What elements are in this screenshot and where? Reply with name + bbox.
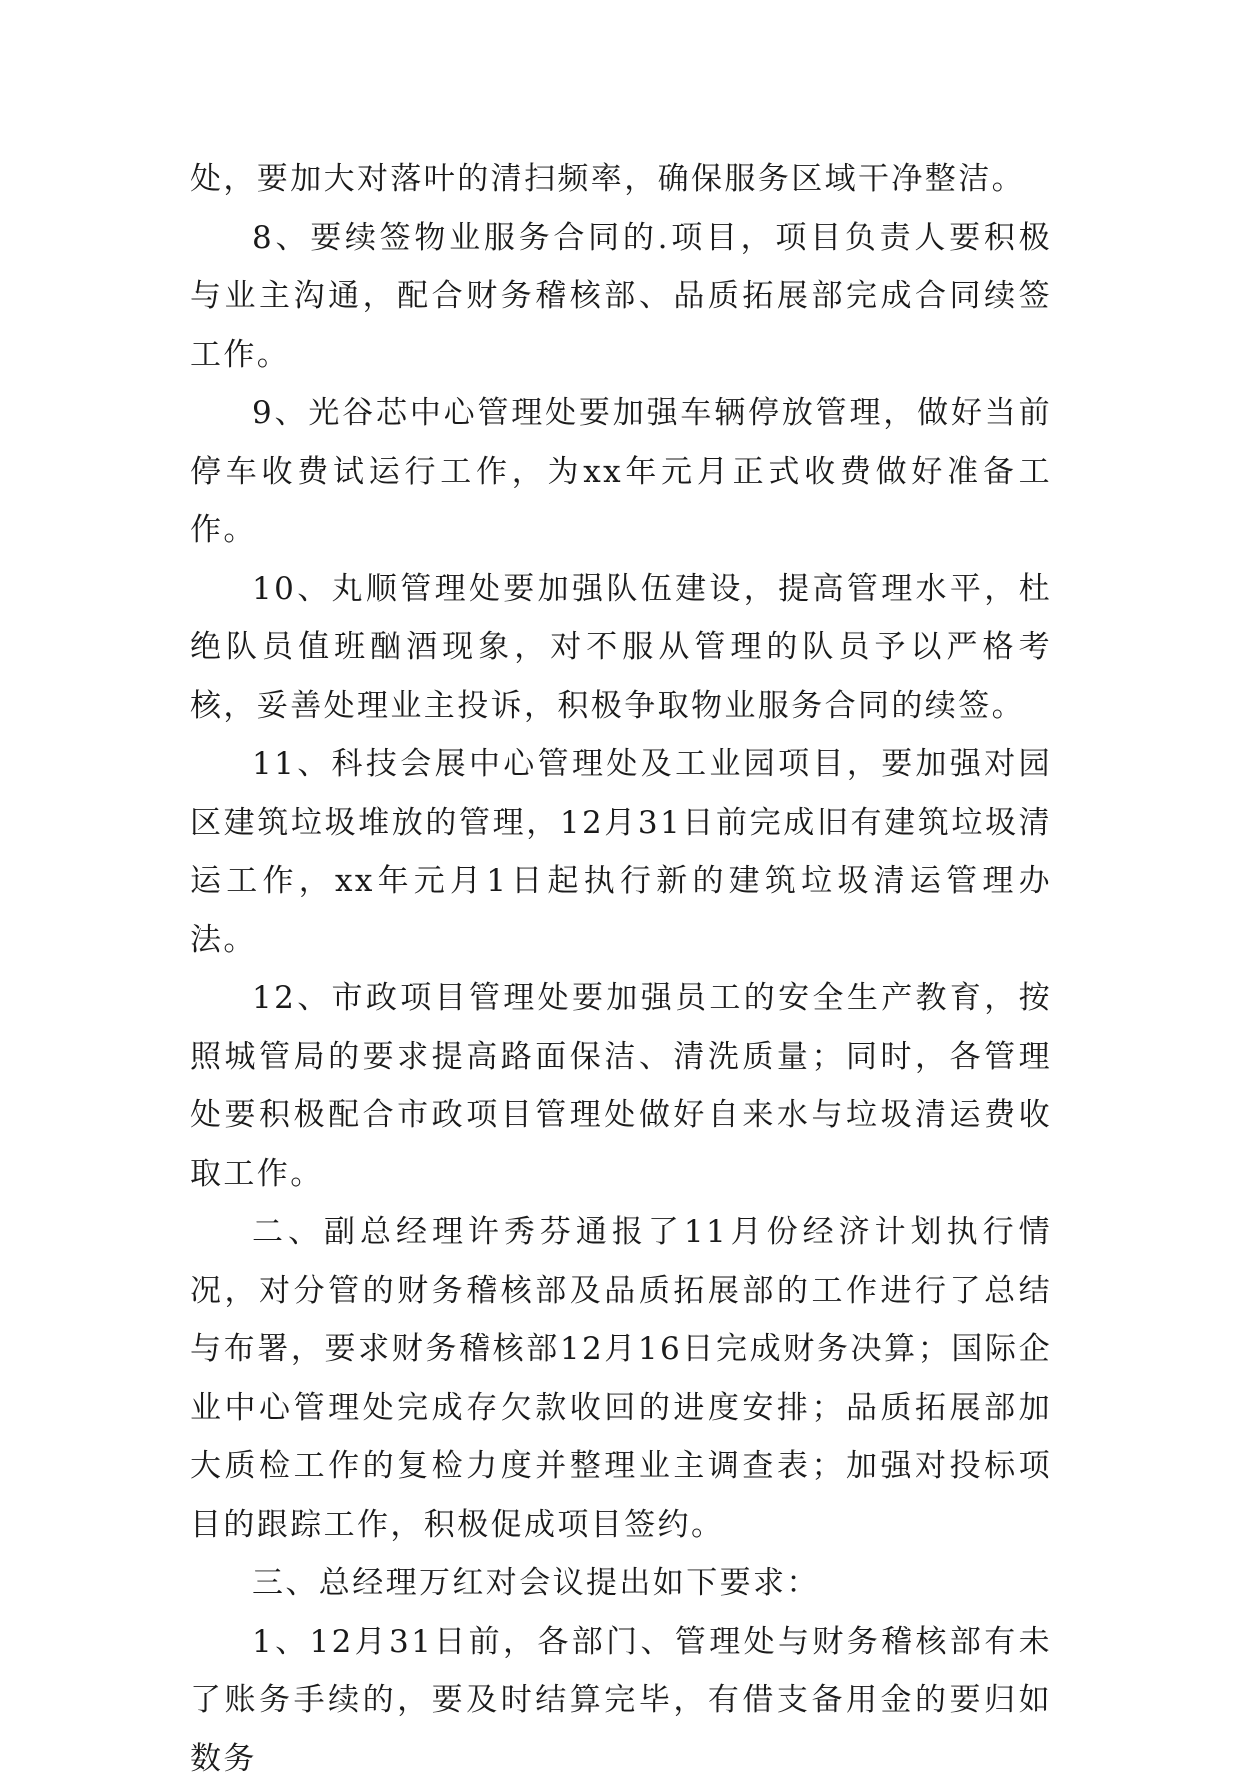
paragraph-section-2: 二、副总经理许秀芬通报了11月份经济计划执行情况，对分管的财务稽核部及品质拓展部的工作进行了总结与布署，要求财务稽核部12月16日完成财务决算；国际企业中心管理处完成存欠款收回的进度安排；品质拓展部加大质检工作的复检力度并整理业主调查表；加强对投标项目的跟踪工作，积极促成项目签约。: [190, 1203, 1052, 1554]
document-body: [190, 150, 1052, 1788]
paragraph-section-3: 三、总经理万红对会议提出如下要求：: [190, 1554, 1052, 1613]
paragraph-item-8: 8、要续签物业服务合同的.项目，项目负责人要积极与业主沟通，配合财务稽核部、品质拓展部完成合同续签工作。: [190, 209, 1052, 385]
paragraph-continuation: 处，要加大对落叶的清扫频率，确保服务区域干净整洁。: [190, 150, 1052, 209]
paragraph-requirement-1: 1、12月31日前，各部门、管理处与财务稽核部有未了账务手续的，要及时结算完毕，有借支备用金的要归如数务: [190, 1613, 1052, 1788]
paragraph-item-12: 12、市政项目管理处要加强员工的安全生产教育，按照城管局的要求提高路面保洁、清洗质量；同时，各管理处要积极配合市政项目管理处做好自来水与垃圾清运费收取工作。: [190, 969, 1052, 1203]
paragraph-item-9: 9、光谷芯中心管理处要加强车辆停放管理，做好当前停车收费试运行工作，为xx年元月正式收费做好准备工作。: [190, 384, 1052, 560]
paragraph-item-11: 11、科技会展中心管理处及工业园项目，要加强对园区建筑垃圾堆放的管理，12月31日前完成旧有建筑垃圾清运工作，xx年元月1日起执行新的建筑垃圾清运管理办法。: [190, 735, 1052, 969]
paragraph-item-10: 10、丸顺管理处要加强队伍建设，提高管理水平，杜绝队员值班酗酒现象，对不服从管理的队员予以严格考核，妥善处理业主投诉，积极争取物业服务合同的续签。: [190, 560, 1052, 736]
